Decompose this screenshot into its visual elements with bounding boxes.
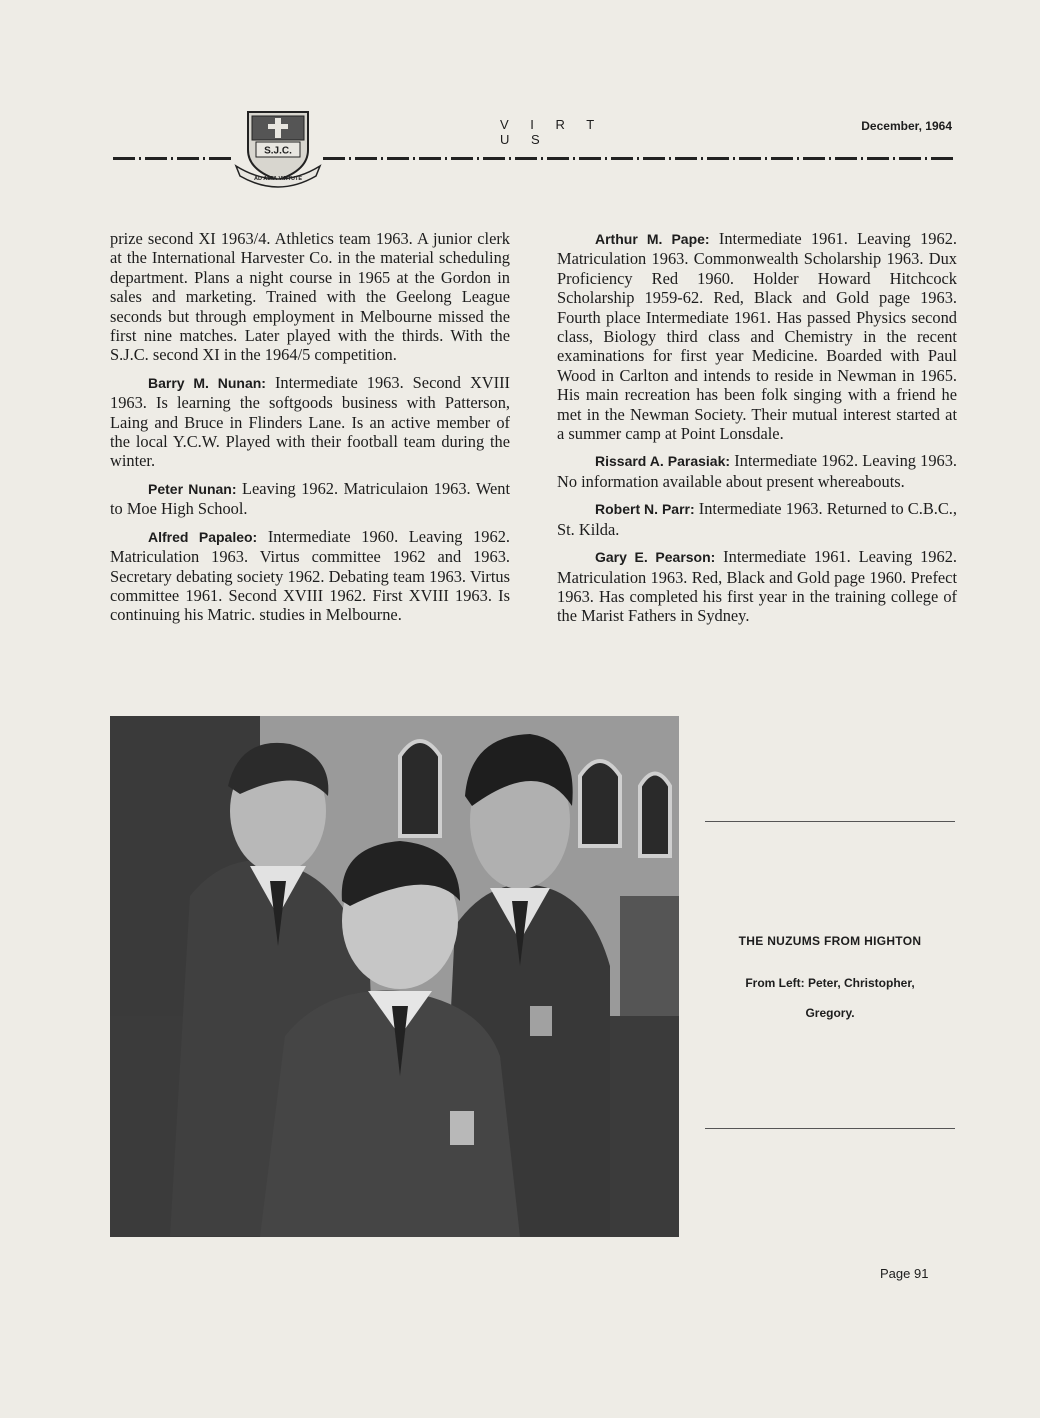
crest-motto: AD ALTA VIRTUTE <box>254 176 302 182</box>
entry-name: Arthur M. Pape: <box>595 231 710 247</box>
right-column <box>557 229 957 634</box>
entry-name: Robert N. Parr: <box>595 501 695 518</box>
entry-name: Alfred Papaleo: <box>148 528 258 545</box>
header-rule-left <box>113 157 233 160</box>
entry-robert-parr: Robert N. Parr: Intermediate 1963. Returned to C.B.C., St. Kilda. <box>557 499 957 539</box>
entry-rissard-parasiak: Rissard A. Parasiak: Intermediate 1962. Leaving 1963. No information available about present whereabouts. <box>557 451 958 491</box>
school-crest-icon <box>232 106 324 188</box>
caption-line-1: From Left: Peter, Christopher, <box>745 976 915 990</box>
entry-name: Gary E. Pearson: <box>595 549 716 566</box>
issue-date: December, 1964 <box>861 119 952 133</box>
entry-alfred-papaleo: Alfred Papaleo: Intermediate 1960. Leaving 1962. Matriculation 1963. Virtus committee 1962 and 1963. Secretary debating society 1962. Debating team 1963. Virtus committee 1961. Second XVIII 1962. First XVIII 1963. Is continuing his Matric. studies in Melbourne. <box>110 526 510 625</box>
left-column <box>110 229 510 633</box>
group-photo <box>110 716 679 1237</box>
entry-name: Rissard A. Parasiak: <box>595 453 731 470</box>
caption-title: THE NUZUMS FROM HIGHTON <box>738 934 922 948</box>
header-rule-right <box>323 157 953 160</box>
entry-gary-pearson: Gary E. Pearson: Intermediate 1961. Leaving 1962. Matriculation 1963. Red, Black and Gold page 1960. Prefect 1963. Has completed his first year in the training college of the Marist Fathers in Sydney. <box>557 547 957 626</box>
group-photo-illustration <box>110 716 679 1237</box>
entry-arthur-pape: Arthur M. Pape: Intermediate 1961. Leaving 1962. Matriculation 1963. Commonwealth Scholarship 1963. Dux Proficiency Red 1960. Holder Howard Hitchcock Scholarship 1959-62. Red, Black and Gold page 1963. Fourth place Intermediate 1961. Has passed Physics second class, Biology third class and Chemistry in the recent examinations for first year Medicine. Boarded with Paul Wood in Carlton and intends to reside in Newman in 1965. His main recreation has been folk singing with a friend he met in the Newman Society. Their mutual interest started at a summer camp at Point Lonsdale. <box>557 229 957 444</box>
entry-peter-nunan: Peter Nunan: Leaving 1962. Matriculaion 1963. Went to Moe High School. <box>110 478 511 519</box>
entry-name: Barry M. Nunan: <box>148 374 266 391</box>
entry-barry-nunan: Barry M. Nunan: Intermediate 1963. Second XVIII 1963. Is learning the softgoods business with Patterson, Laing and Bruce in Flinders Lane. Is an active member of the local Y.C.W. Played with their football team during the winter. <box>110 372 510 471</box>
crest-initials: S.J.C. <box>264 145 292 157</box>
caption-rule-bottom <box>705 1128 955 1129</box>
masthead-title: V I R T U S <box>500 117 603 147</box>
caption-rule-top <box>705 821 955 822</box>
caption-line-2: Gregory. <box>805 1006 855 1020</box>
page-number: Page 91 <box>880 1266 929 1281</box>
entry-name: Peter Nunan: <box>148 480 237 497</box>
entry-continued: prize second XI 1963/4. Athletics team 1963. A junior clerk at the International Harvester Co. in the material scheduling department. Plans a night course in 1965 at the Gordon in sales and marketing. Trained with the Geelong League seconds but through employment in Melbourne missed the first nine matches. Later played with the thirds. With the S.J.C. second XI in the 1964/5 competition. <box>110 229 510 365</box>
